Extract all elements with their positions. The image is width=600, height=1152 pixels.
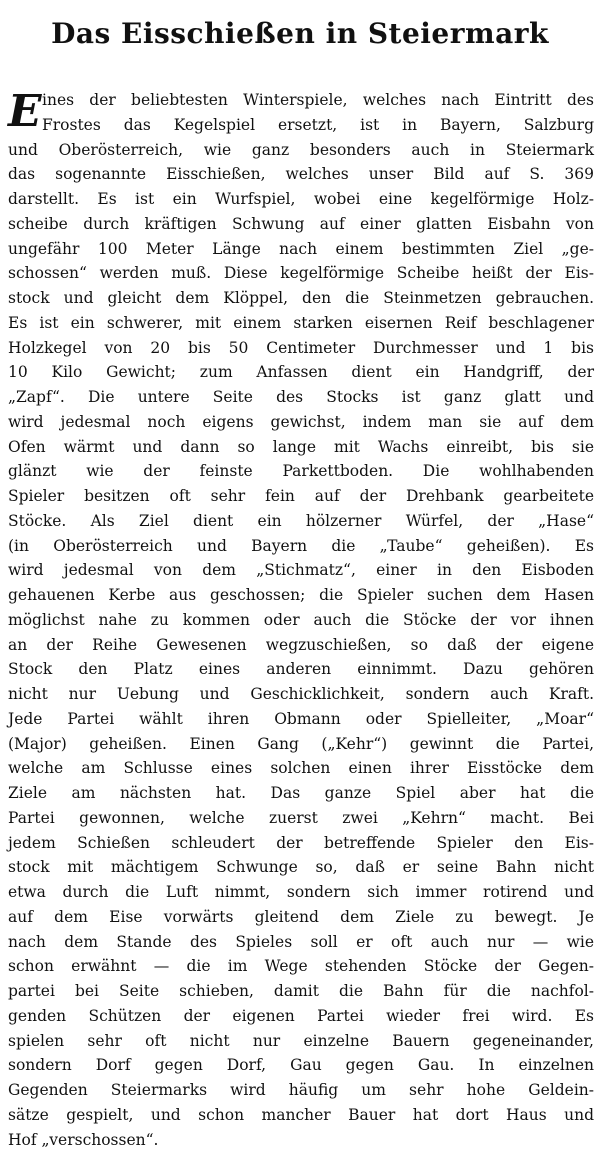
article-line: Jede Partei wählt ihren Obmann oder Spielleiter, „Moar“ [8,707,594,732]
article-line: schossen“ werden muß. Diese kegelförmige Scheibe heißt der Eis- [8,261,594,286]
article-line: ungefähr 100 Meter Länge nach einem bestimmten Ziel „ge- [8,237,594,262]
drop-cap: E [8,90,42,134]
article-line: auf dem Eise vorwärts gleitend dem Ziele zu bewegt. Je [8,905,594,930]
article-line: Stöcke. Als Ziel dient ein hölzerner Würfel, der „Hase“ [8,509,594,534]
article-line: jedem Schießen schleudert der betreffende Spieler den Eis- [8,831,594,856]
article-body [8,88,594,1152]
article-line: wird jedesmal noch eigens gewichst, indem man sie auf dem [8,410,594,435]
article-line: gehauenen Kerbe aus geschossen; die Spieler suchen dem Hasen [8,583,594,608]
article-line: Spieler besitzen oft sehr fein auf der Drehbank gearbeitete [8,484,594,509]
article-line: etwa durch die Luft nimmt, sondern sich immer rotirend und [8,880,594,905]
article-line: E ines der beliebtesten Winterspiele, welches nach Eintritt des [8,88,594,113]
article-line: genden Schützen der eigenen Partei wieder frei wird. Es [8,1004,594,1029]
article-line: nicht nur Uebung und Geschicklichkeit, sondern auch Kraft. [8,682,594,707]
article-line: stock mit mächtigem Schwunge so, daß er seine Bahn nicht [8,855,594,880]
article-line: 10 Kilo Gewicht; zum Anfassen dient ein Handgriff, der [8,360,594,385]
article-line: und Oberösterreich, wie ganz besonders auch in Steiermark [8,138,594,163]
article-line: Ziele am nächsten hat. Das ganze Spiel aber hat die [8,781,594,806]
article-line: Frostes das Kegelspiel ersetzt, ist in Bayern, Salzburg [8,113,594,138]
article-line: Ofen wärmt und dann so lange mit Wachs einreibt, bis sie [8,435,594,460]
article-line: partei bei Seite schieben, damit die Bahn für die nachfol- [8,979,594,1004]
article-line: schon erwähnt — die im Wege stehenden Stöcke der Gegen- [8,954,594,979]
article-line: stock und gleicht dem Klöppel, den die Steinmetzen gebrauchen. [8,286,594,311]
article-line: das sogenannte Eisschießen, welches unser Bild auf S. 369 [8,162,594,187]
article-line: sätze gespielt, und schon mancher Bauer hat dort Haus und [8,1103,594,1128]
article-line: scheibe durch kräftigen Schwung auf einer glatten Eisbahn von [8,212,594,237]
article-line: wird jedesmal von dem „Stichmatz“, einer in den Eisboden [8,558,594,583]
article-line: Partei gewonnen, welche zuerst zwei „Kehrn“ macht. Bei [8,806,594,831]
article-line: an der Reihe Gewesenen wegzuschießen, so daß der eigene [8,633,594,658]
article-line: Gegenden Steiermarks wird häufig um sehr hohe Geldein- [8,1078,594,1103]
article-line: (in Oberösterreich und Bayern die „Taube“ geheißen). Es [8,534,594,559]
article-line: möglichst nahe zu kommen oder auch die Stöcke der vor ihnen [8,608,594,633]
article-line: „Zapf“. Die untere Seite des Stocks ist ganz glatt und [8,385,594,410]
article-line: nach dem Stande des Spieles soll er oft auch nur — wie [8,930,594,955]
article-line: glänzt wie der feinste Parkettboden. Die wohlhabenden [8,459,594,484]
article-line: Holzkegel von 20 bis 50 Centimeter Durchmesser und 1 bis [8,336,594,361]
article-title: Das Eisschießen in Steiermark [0,14,600,54]
article-line: Hof „verschossen“. [8,1128,594,1152]
article-line: darstellt. Es ist ein Wurfspiel, wobei eine kegelförmige Holz- [8,187,594,212]
article-line: (Major) geheißen. Einen Gang („Kehr“) gewinnt die Partei, [8,732,594,757]
article-line: spielen sehr oft nicht nur einzelne Bauern gegeneinander, [8,1029,594,1054]
article-line: Stock den Platz eines anderen einnimmt. Dazu gehören [8,657,594,682]
article-line: Es ist ein schwerer, mit einem starken eisernen Reif beschlagener [8,311,594,336]
article-line: sondern Dorf gegen Dorf, Gau gegen Gau. In einzelnen [8,1053,594,1078]
article-line: welche am Schlusse eines solchen einen ihrer Eisstöcke dem [8,756,594,781]
